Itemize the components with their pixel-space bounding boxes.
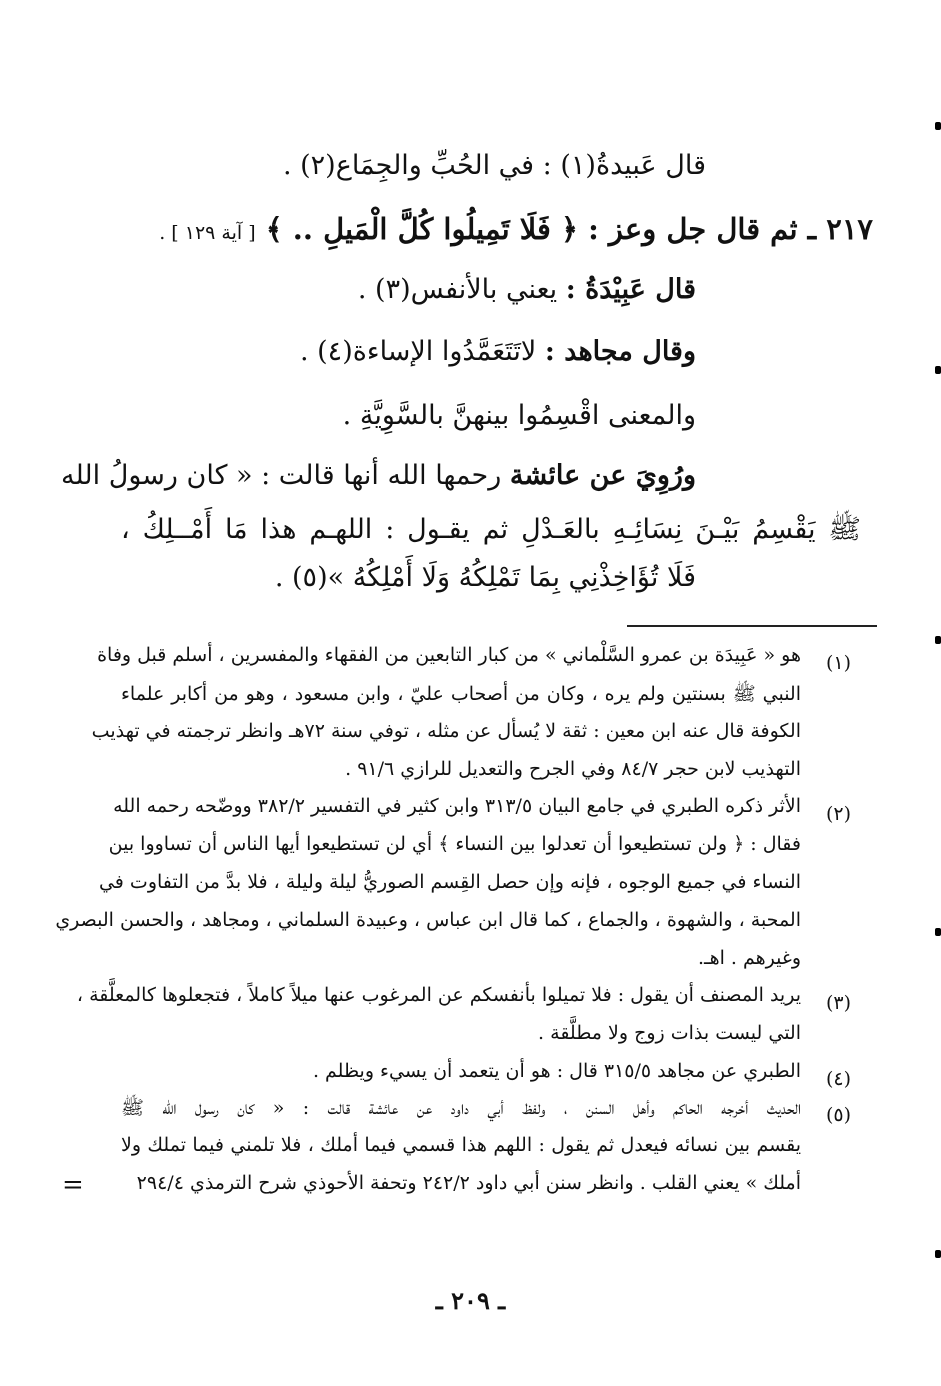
verse-reference: [ آية ١٢٩ ] .: [159, 222, 256, 244]
footnote-2-number: (٢): [825, 803, 851, 825]
footnote-3-number: (٣): [825, 992, 851, 1014]
scan-edge-mark: [935, 928, 941, 936]
scan-edge-mark: [935, 366, 941, 374]
quran-quote: ﴿ فَلَا تَمِيلُوا كُلَّ الْمَيلِ .. ﴾: [265, 212, 579, 246]
main-line-3: [358, 274, 696, 305]
speaker-mujahid: وقال مجاهد :: [544, 336, 696, 367]
footnote-5-line-2: يقسم بين نسائه فيعدل ثم يقول : اللهم هذا قسمي فيما أملك ، فلا تلمني فيما تملك ولا: [121, 1134, 801, 1156]
line-6-text: رحمها الله أنها قالت : « كان رسولُ الله: [60, 460, 502, 491]
main-line-5: والمعنى اقْسِمُوا بينهنَّ بالسَّوِيَّةِ .: [342, 400, 696, 431]
footnote-1-line-3: الكوفة قال عنه ابن معين : ثقة لا يُسأل عن مثله ، توفي سنة ٧٢هـ وانظر ترجمته في تهذيب: [91, 720, 801, 742]
footnote-2-line-5: وغيرهم . اهـ.: [697, 947, 801, 969]
footnote-5-line-3: أملك » يعني القلب . وانظر سنن أبي داود ٢٤٢/٢ وتحفة الأحوذي شرح الترمذي ٢٩٤/٤: [136, 1172, 801, 1194]
footnote-1-number: (١): [825, 652, 851, 674]
footnote-5-number: (٥): [825, 1104, 851, 1126]
scan-edge-mark: [935, 122, 941, 130]
line-4-text: لاتَتَعَمَّدُوا الإساءة(٤) .: [299, 336, 537, 367]
page-number: ـ ٢٠٩ ـ: [435, 1286, 506, 1315]
footnote-4-number: (٤): [825, 1068, 851, 1090]
footnote-2-line-4: المحبة ، والشهوة ، والجماع ، كما قال ابن عباس ، وعبيدة السلماني ، ومجاهد ، والحسن البصري: [55, 909, 801, 931]
line-2-lead: ثم قال جل وعز :: [588, 212, 798, 246]
footnote-3-line-1: يريد المصنف أن يقول : فلا تميلوا بأنفسكم عن المرغوب عنها ميلاً كاملاً ، فتجعلوها كالمعلَّقة ،: [76, 984, 801, 1006]
main-line-8: فَلَا تُؤَاخِذْنِي بِمَا تَمْلِكُهُ وَلَا أَمْلِكُهُ »(٥) .: [274, 562, 696, 593]
footnote-1-line-1: هو « عَبِيدَة بن عمرو السَّلْماني » من كبار التابعين من الفقهاء والمفسرين ، أسلم قبل وفاة: [97, 644, 801, 666]
item-number: ٢١٧ ـ: [807, 212, 873, 246]
footnote-5-line-1: الحديث أخرجه الحاكم وأهل السنن ، ولفظ أبي داود عن عائشة قالت : « كان رسول الله ﷺ: [121, 1097, 801, 1119]
footnote-2-line-1: الأثر ذكره الطبري في جامع البيان ٣١٣/٥ وابن كثير في التفسير ٣٨٢/٢ ووضّحه رحمه الله: [113, 795, 801, 817]
scan-edge-mark: [935, 1250, 941, 1258]
footnote-1-line-4: التهذيب لابن حجر ٨٤/٧ وفي الجرح والتعديل للرازي ٩١/٦ .: [345, 758, 801, 780]
main-line-6: [60, 460, 696, 491]
main-line-2: [159, 212, 873, 246]
footnote-2-line-3: النساء في جميع الوجوه ، فإنه وإن حصل القِسم الصوريُّ ليلة وليلة ، فلا بدَّ من التفاوت في: [98, 871, 801, 893]
main-line-1: قال عَبيدةُ(١) : في الحُبِّ والجِمَاع(٢) .: [282, 150, 706, 181]
footnote-1-line-2: النبي ﷺ بسنتين ولم يره ، وكان من أصحاب عليّ ، وابن مسعود ، وهو من أكابر علماء: [121, 683, 801, 705]
footnote-2-line-2: فقال : ﴿ ولن تستطيعوا أن تعدلوا بين النساء ﴾ أي لن تستطيعوا أيها الناس أن تساووا بين: [108, 833, 801, 855]
continuation-mark: =: [62, 1170, 84, 1200]
narrator-aisha: ورُوِيَ عن عائشة: [509, 460, 696, 491]
footnote-3-line-2: التي ليست بذات زوج ولا مطلَّقة .: [538, 1022, 801, 1044]
footnote-4-line-1: الطبري عن مجاهد ٣١٥/٥ قال : هو أن يتعمد أن يسيء ويظلم .: [312, 1060, 801, 1082]
main-line-4: [300, 336, 696, 367]
line-3-text: يعني بالأنفس(٣) .: [357, 274, 558, 305]
main-line-7: ﷺ يَقْسِمُ بَيْـنَ نِسَائِـهِ بالعَـدْلِ ثم يقـول : اللهـم هذا مَا أَمْــلِكُ ،: [121, 514, 861, 545]
footnote-divider: [627, 625, 877, 627]
scan-edge-mark: [935, 636, 941, 644]
speaker-ubaida: قال عَبِيْدَةُ :: [565, 274, 696, 305]
